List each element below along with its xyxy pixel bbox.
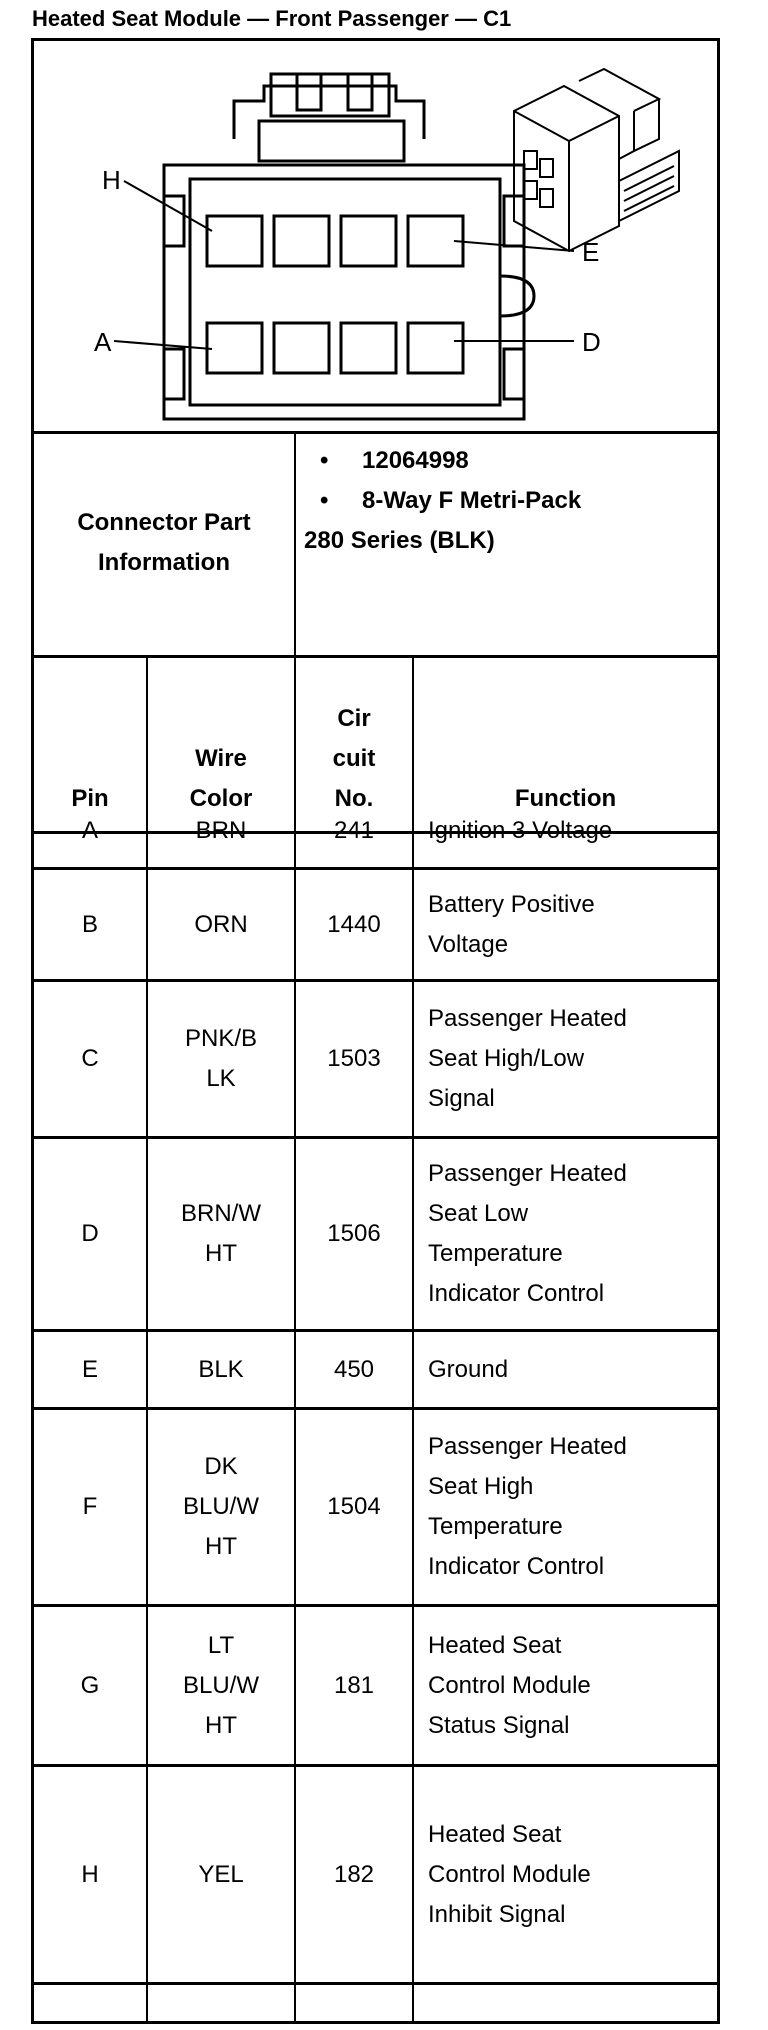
pin-label-d: D — [582, 327, 601, 357]
cavities — [207, 216, 463, 373]
bullet-mark: • — [320, 447, 329, 474]
connector-part-info-values — [304, 441, 704, 561]
cell-circuit-no: 182 — [333, 1860, 375, 1888]
connector-table — [31, 38, 720, 2024]
cell-function: Ground — [428, 1355, 509, 1383]
cell-function: Ignition 3 Voltage — [428, 817, 613, 844]
cell-function: Heated Seat Control Module Inhibit Signal — [428, 1820, 591, 1928]
cell-function: Heated Seat Control Module Status Signal — [428, 1631, 591, 1739]
pin-label-a: A — [94, 327, 112, 357]
cell-circuit-no: 1506 — [327, 1220, 381, 1247]
cell-pin: A — [81, 817, 98, 844]
connector-description-line2: 280 Series (BLK) — [304, 527, 495, 554]
cell-circuit-no: 1504 — [327, 1493, 381, 1520]
cell-circuit-no: 241 — [333, 817, 375, 844]
cell-function: Passenger Heated Seat Low Temperature Indicator Control — [428, 1160, 627, 1307]
cell-wire-color: BLK — [198, 1355, 244, 1383]
cell-circuit-no: 450 — [333, 1355, 375, 1383]
connector-part-info-label — [34, 431, 294, 655]
connector-3d-icon — [514, 69, 679, 251]
cell-wire-color: PNK/B LK — [184, 1025, 258, 1092]
cell-pin: B — [81, 910, 98, 938]
cell-circuit-no: 1503 — [327, 1045, 381, 1072]
connector-face — [164, 74, 534, 419]
cell-circuit-no: 181 — [333, 1671, 375, 1699]
cell-pin: C — [81, 1045, 99, 1072]
pin-label-e: E — [582, 237, 600, 267]
cell-circuit-no: 1440 — [327, 910, 381, 938]
cell-function: Battery Positive Voltage — [428, 890, 595, 958]
cell-function: Passenger Heated Seat High/Low Signal — [428, 1005, 627, 1112]
cell-wire-color: YEL — [198, 1860, 244, 1888]
cell-pin: E — [81, 1355, 98, 1383]
pin-label-h: H — [102, 165, 121, 195]
part-number: 12064998 — [362, 447, 469, 474]
header-wire-color: Wire Color — [189, 745, 253, 812]
cell-wire-color: BRN — [195, 817, 247, 844]
page-title: Heated Seat Module — Front Passenger — C1 — [32, 6, 512, 31]
header-function: Function — [514, 785, 617, 812]
cell-pin: G — [80, 1671, 100, 1699]
connector-diagram — [34, 41, 717, 431]
connector-label-line1: Connector Part — [77, 509, 251, 536]
header-circuit-no: Cir cuit No. — [332, 705, 376, 812]
bullet-mark: • — [320, 487, 329, 514]
cell-wire-color: BRN/W HT — [181, 1200, 261, 1267]
cell-pin: F — [82, 1493, 98, 1520]
header-pin: Pin — [71, 785, 109, 812]
cell-wire-color: ORN — [194, 910, 248, 938]
cell-pin: D — [81, 1220, 99, 1247]
cell-wire-color: DK BLU/W HT — [182, 1453, 259, 1560]
cell-wire-color: LT BLU/W HT — [182, 1631, 259, 1739]
connector-description-line1: 8-Way F Metri-Pack — [362, 487, 582, 514]
connector-label-line2: Information — [97, 549, 230, 576]
cell-pin: H — [81, 1860, 99, 1888]
cell-function: Passenger Heated Seat High Temperature Indicator Control — [428, 1433, 627, 1580]
